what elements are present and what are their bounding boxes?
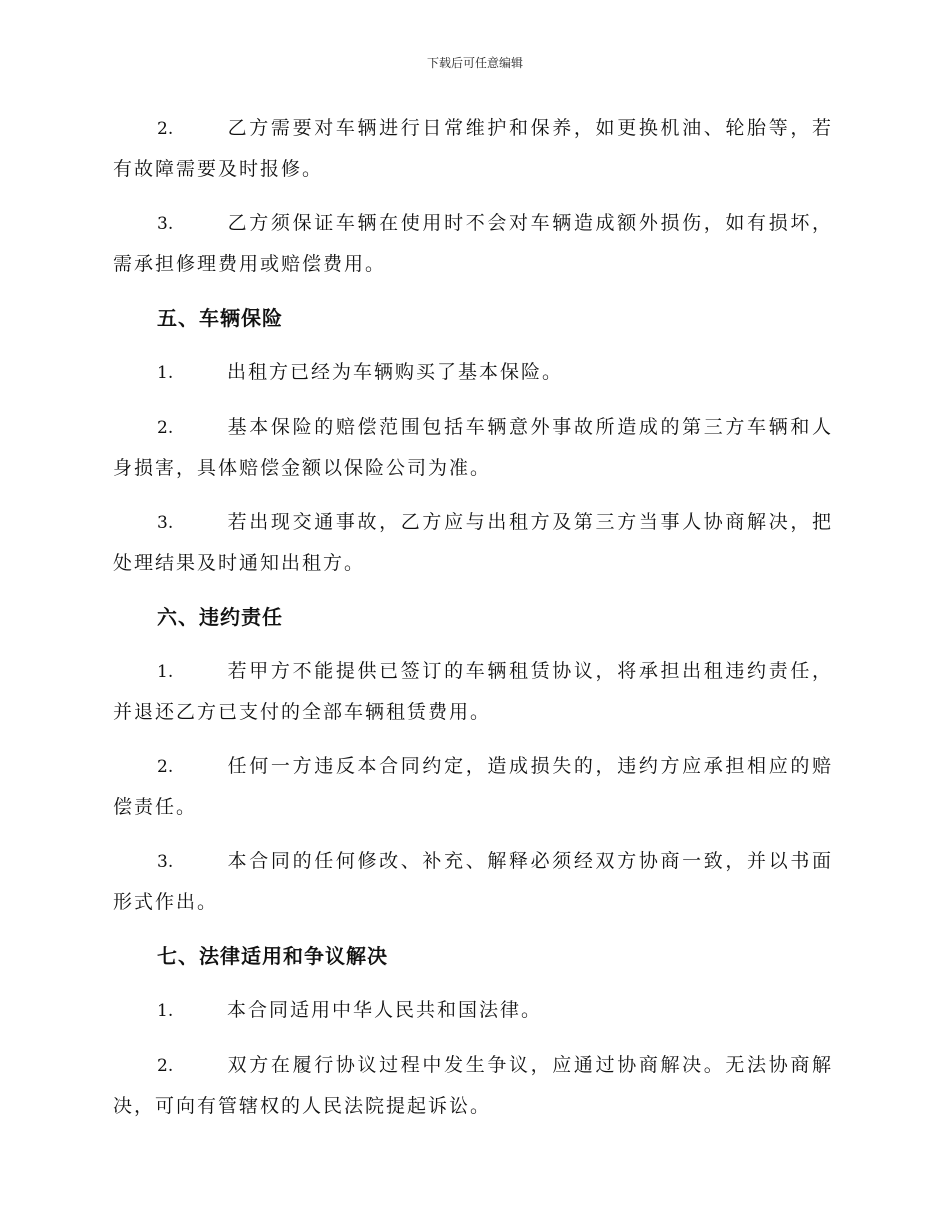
document-body bbox=[113, 108, 833, 1140]
clause-number: 2. bbox=[157, 119, 174, 139]
section-heading-insurance: 五、车辆保险 bbox=[157, 306, 283, 330]
clause-6-3 bbox=[113, 841, 833, 922]
clause-text: 基本保险的赔偿范围包括车辆意外事故所造成的第三方车辆和人身损害，具体赔偿金额以保险公司为准。 bbox=[113, 416, 833, 479]
clause-7-2 bbox=[113, 1045, 833, 1126]
clause-4-2 bbox=[113, 108, 833, 189]
section-heading-liability: 六、违约责任 bbox=[157, 605, 283, 629]
clause-5-1 bbox=[113, 352, 833, 393]
clause-5-3 bbox=[113, 502, 833, 583]
clause-text: 乙方需要对车辆进行日常维护和保养，如更换机油、轮胎等，若有故障需要及时报修。 bbox=[113, 117, 833, 180]
clause-number: 2. bbox=[157, 418, 174, 438]
clause-text: 若甲方不能提供已签订的车辆租赁协议，将承担出租违约责任，并退还乙方已支付的全部车辆租赁费用。 bbox=[113, 660, 833, 723]
clause-text: 出租方已经为车辆购买了基本保险。 bbox=[227, 361, 564, 383]
clause-text: 任何一方违反本合同约定，造成损失的，违约方应承担相应的赔偿责任。 bbox=[113, 755, 833, 818]
clause-6-2 bbox=[113, 746, 833, 827]
clause-number: 1. bbox=[157, 363, 174, 383]
clause-text: 双方在履行协议过程中发生争议，应通过协商解决。无法协商解决，可向有管辖权的人民法院提起诉讼。 bbox=[113, 1054, 833, 1117]
clause-number: 3. bbox=[157, 214, 174, 234]
clause-7-1 bbox=[113, 990, 833, 1031]
clause-number: 1. bbox=[157, 1001, 174, 1021]
clause-number: 3. bbox=[157, 513, 174, 533]
clause-text: 乙方须保证车辆在使用时不会对车辆造成额外损伤，如有损坏，需承担修理费用或赔偿费用。 bbox=[113, 212, 833, 275]
clause-5-2 bbox=[113, 407, 833, 488]
clause-text: 本合同适用中华人民共和国法律。 bbox=[227, 999, 543, 1021]
clause-number: 3. bbox=[157, 852, 174, 872]
clause-4-3 bbox=[113, 203, 833, 284]
clause-number: 2. bbox=[157, 757, 174, 777]
clause-text: 本合同的任何修改、补充、解释必须经双方协商一致，并以书面形式作出。 bbox=[113, 850, 833, 913]
clause-number: 2. bbox=[157, 1056, 174, 1076]
clause-6-1 bbox=[113, 651, 833, 732]
section-heading-law: 七、法律适用和争议解决 bbox=[157, 944, 388, 968]
clause-text: 若出现交通事故，乙方应与出租方及第三方当事人协商解决，把处理结果及时通知出租方。 bbox=[113, 511, 833, 574]
clause-number: 1. bbox=[157, 662, 174, 682]
header-note: 下载后可任意编辑 bbox=[426, 56, 523, 70]
